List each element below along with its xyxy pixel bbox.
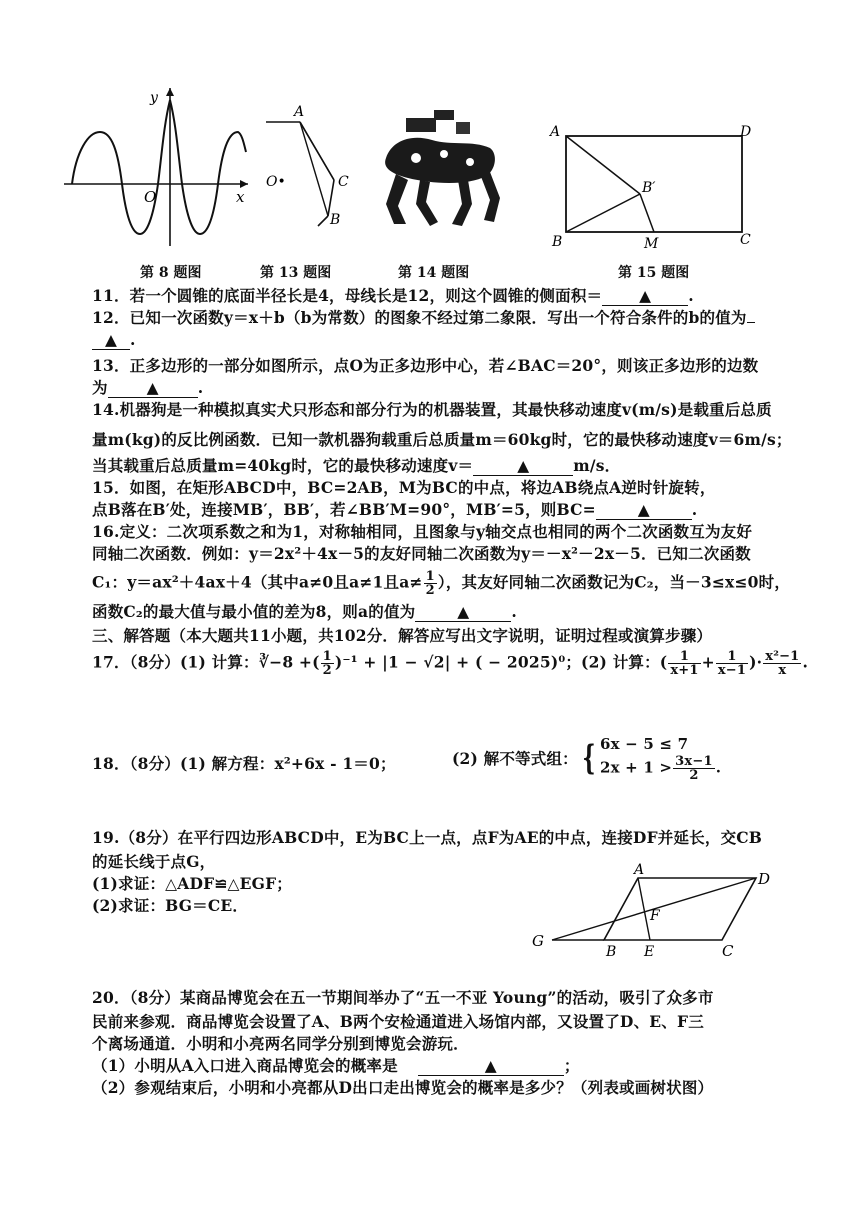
point-d-label: D — [758, 870, 771, 888]
question-17-text: 17．（8分）(1) 计算：∛−8 +( — [92, 652, 320, 672]
robot-leg — [386, 174, 408, 224]
fraction-denominator: 2 — [425, 583, 435, 598]
question-17-text: )⁻¹ + |1 − √2| + ( − 2025)⁰；(2) 计算：( — [334, 652, 668, 672]
polygon-edge — [328, 180, 334, 216]
fraction-numerator: 3x−1 — [675, 754, 713, 769]
answer-blank[interactable] — [596, 500, 692, 520]
answer-blank[interactable] — [108, 378, 198, 398]
caption-fig14: 第 14 题图 — [398, 265, 470, 281]
blank-triangle-icon: ▲ — [484, 1056, 497, 1075]
answer-blank[interactable] — [92, 330, 130, 350]
question-14-text: 当其载重后总质量m=40kg时，它的最快移动速度v＝ — [92, 456, 474, 475]
blank-triangle-icon: ▲ — [146, 378, 159, 397]
fraction-numerator: x²−1 — [765, 649, 800, 664]
fraction — [763, 650, 801, 677]
point-g-label: G — [532, 932, 544, 950]
question-18-text: (2) 解不等式组： — [452, 749, 578, 768]
question-19-line2: 的延长线于点G， — [92, 852, 216, 871]
wave-curve — [72, 100, 246, 234]
point-m-label: M — [644, 236, 659, 248]
robot-body-texture — [466, 158, 474, 166]
question-20-part2: （2）参观结束后，小明和小亮都从D出口走出博览会的概率是多少？（列表或画树状图） — [92, 1078, 714, 1097]
question-19: 19.（8分）在平行四边形ABCD中，E为BC上一点，点F为AE的中点，连接DF并延长，交CB — [92, 828, 763, 847]
inequality-system — [600, 734, 721, 782]
point-d-label: D — [740, 124, 752, 140]
point-a-label: A — [634, 862, 645, 878]
figure-14-robot-dog — [372, 96, 502, 236]
figure-13-polygon — [262, 100, 362, 232]
segment-ab-prime — [566, 136, 640, 194]
fraction-denominator: x−1 — [717, 663, 747, 678]
blank-triangle-icon: ▲ — [457, 602, 470, 621]
robot-leg — [452, 180, 472, 226]
segment-bb-prime — [566, 194, 640, 232]
point-b-label: B — [606, 944, 617, 960]
fraction-numerator: 1 — [716, 650, 748, 664]
segment-ac — [300, 122, 334, 180]
question-12 — [92, 306, 755, 328]
question-19-proof-1: (1)求证：△ADF≌△EGF； — [92, 874, 293, 893]
question-11-text: 11．若一个圆锥的底面半径长是4，母线长是12，则这个圆锥的侧面积＝ — [92, 286, 603, 305]
question-18-part2 — [452, 734, 721, 782]
plus-sign: + — [701, 652, 715, 672]
y-label: y — [150, 90, 158, 106]
question-16-text: C₁：y＝ax²＋4ax＋4（其中a≠0且a≠1且a≠ — [92, 572, 423, 592]
left-brace: { — [582, 738, 596, 778]
segment-mb-prime — [640, 194, 654, 232]
point-a-label: A — [294, 104, 305, 120]
answer-blank[interactable] — [473, 456, 573, 476]
fraction — [668, 650, 700, 677]
point-f-label: F — [650, 908, 660, 924]
robot-body — [385, 138, 495, 183]
question-14-line2: 量m(kg)的反比例函数．已知一款机器狗载重后总质量m＝60kg时，它的最快移动速度v＝6m/s； — [92, 430, 792, 449]
inequality-2 — [600, 755, 721, 782]
point-b-prime-label: B′ — [642, 180, 656, 196]
question-17-text: )· — [749, 652, 763, 672]
point-c-label: C — [338, 174, 349, 190]
question-20-text: （1）小明从A入口进入商品博览会的概率是 — [92, 1056, 398, 1075]
inequality-2-left: 2x + 1 > — [599, 758, 673, 777]
robot-sensor-block — [456, 122, 470, 134]
polygon-edge — [318, 216, 328, 226]
period: . — [802, 652, 809, 672]
segment-ab — [300, 122, 328, 216]
question-13: 13．正多边形的一部分如图所示，点O为正多边形中心，若∠BAC＝20°，则该正多边形的边数 — [92, 356, 759, 375]
parallelogram-abcd — [604, 878, 756, 940]
point-a-label: A — [550, 124, 561, 140]
question-17 — [92, 650, 808, 677]
caption-fig13: 第 13 题图 — [260, 265, 332, 281]
question-20-part1 — [92, 1054, 580, 1076]
question-14-line3 — [92, 454, 620, 476]
fraction-denominator: 2 — [689, 768, 699, 783]
question-16-text: 函数C₂的最大值与最小值的差为8，则a的值为 — [92, 602, 416, 621]
fraction-numerator: 1 — [668, 650, 700, 664]
answer-blank[interactable] — [747, 322, 755, 323]
question-12-text: 12．已知一次函数y＝x＋b（b为常数）的图象不经过第二象限．写出一个符合条件的b的值为 — [92, 308, 747, 327]
robot-sensor-block — [406, 118, 436, 132]
question-20-line2: 民前来参观．商品博览会设置了A、B两个安检通道进入场馆内部，又设置了D、E、F三 — [92, 1012, 704, 1031]
robot-leg — [480, 172, 500, 222]
question-11: 11．若一个圆锥的底面半径长是4，母线长是12，则这个圆锥的侧面积＝ ▲ . — [92, 286, 694, 305]
figure-15-rectangle — [548, 122, 758, 248]
fraction-numerator: 1 — [425, 569, 435, 584]
fraction — [321, 650, 334, 677]
inequality-1: 6x − 5 ≤ 7 — [599, 735, 689, 753]
y-axis-arrow-icon — [166, 88, 174, 96]
robot-leg — [416, 180, 438, 226]
robot-body-texture — [440, 150, 448, 158]
blank-triangle-icon: ▲ — [639, 286, 652, 305]
question-16: 16.定义：二次项系数之和为1，对称轴相同，且图象与y轴交点也相同的两个二次函数互为友好 — [92, 522, 753, 541]
question-14-unit: m/s． — [573, 456, 621, 475]
point-e-label: E — [644, 944, 655, 960]
question-13-line2: 为 ▲ . — [92, 378, 204, 397]
question-13-text: 为 — [92, 378, 108, 397]
fraction-numerator: 1 — [322, 649, 332, 664]
period: . — [715, 758, 722, 777]
x-label: x — [236, 188, 245, 206]
fraction-denominator: x+1 — [670, 663, 699, 678]
question-18-part1: 18．（8分）(1) 解方程：x²+6x - 1＝0； — [92, 754, 396, 773]
section-3-heading: 三、解答题（本大题共11小题，共102分．解答应写出文字说明，证明过程或演算步骤） — [92, 626, 713, 645]
question-15-text: 点B落在B′处，连接MB′，BB′，若∠BB′M=90°，MB′=5，则BC= — [92, 500, 596, 519]
figure-19-parallelogram — [528, 862, 788, 962]
question-14: 14.机器狗是一种模拟真实犬只形态和部分行为的机器装置，其最快移动速度v(m/s)是载重后总质 — [92, 400, 772, 419]
point-c-label: C — [740, 232, 751, 248]
answer-blank[interactable] — [418, 1056, 564, 1076]
robot-body-texture — [411, 153, 421, 163]
question-12-blank-line: ▲ . — [92, 330, 136, 350]
semicolon: ； — [563, 1056, 580, 1075]
question-20: 20．（8分）某商品博览会在五一节期间举办了“五一不亚 Young”的活动，吸引了众多市 — [92, 988, 714, 1007]
answer-blank[interactable] — [602, 286, 688, 306]
fraction — [673, 755, 715, 782]
blank-triangle-icon: ▲ — [517, 456, 530, 475]
question-19-proof-2: (2)求证：BG＝CE． — [92, 896, 249, 915]
origin-label: O — [144, 188, 157, 206]
fraction — [424, 570, 437, 597]
point-b-label: B — [552, 234, 563, 248]
figure-8-graph — [62, 82, 252, 250]
question-20-line3: 个离场通道．小明和小亮两名同学分别到博览会游玩． — [92, 1034, 469, 1053]
fraction-denominator: x — [778, 663, 787, 678]
answer-blank[interactable] — [415, 602, 511, 622]
question-15: 15．如图，在矩形ABCD中，BC=2AB，M为BC的中点，将边AB绕点A逆时针旋转， — [92, 478, 716, 497]
blank-triangle-icon: ▲ — [104, 330, 118, 349]
point-b-label: B — [330, 212, 341, 228]
point-o-label: O• — [266, 174, 286, 190]
question-16-line3 — [92, 570, 790, 597]
segment-ae — [638, 878, 650, 940]
fraction — [716, 650, 748, 677]
point-c-label: C — [722, 942, 734, 960]
caption-fig8: 第 8 题图 — [140, 265, 202, 281]
blank-triangle-icon: ▲ — [637, 500, 650, 519]
question-15-line2: 点B落在B′处，连接MB′，BB′，若∠BB′M=90°，MB′=5，则BC= ▲ . — [92, 500, 698, 519]
fraction-denominator: 2 — [322, 663, 332, 678]
robot-sensor-block — [434, 110, 454, 120]
question-16-line4: 函数C₂的最大值与最小值的差为8，则a的值为 ▲ . — [92, 602, 517, 621]
question-16-text-cont: ），其友好同轴二次函数记为C₂，当－3≤x≤0时， — [437, 572, 791, 592]
caption-fig15: 第 15 题图 — [618, 265, 690, 281]
x-axis-arrow-icon — [240, 180, 248, 188]
question-16-line2: 同轴二次函数．例如：y＝2x²＋4x－5的友好同轴二次函数为y＝－x²－2x－5．已知二次函数 — [92, 544, 751, 563]
